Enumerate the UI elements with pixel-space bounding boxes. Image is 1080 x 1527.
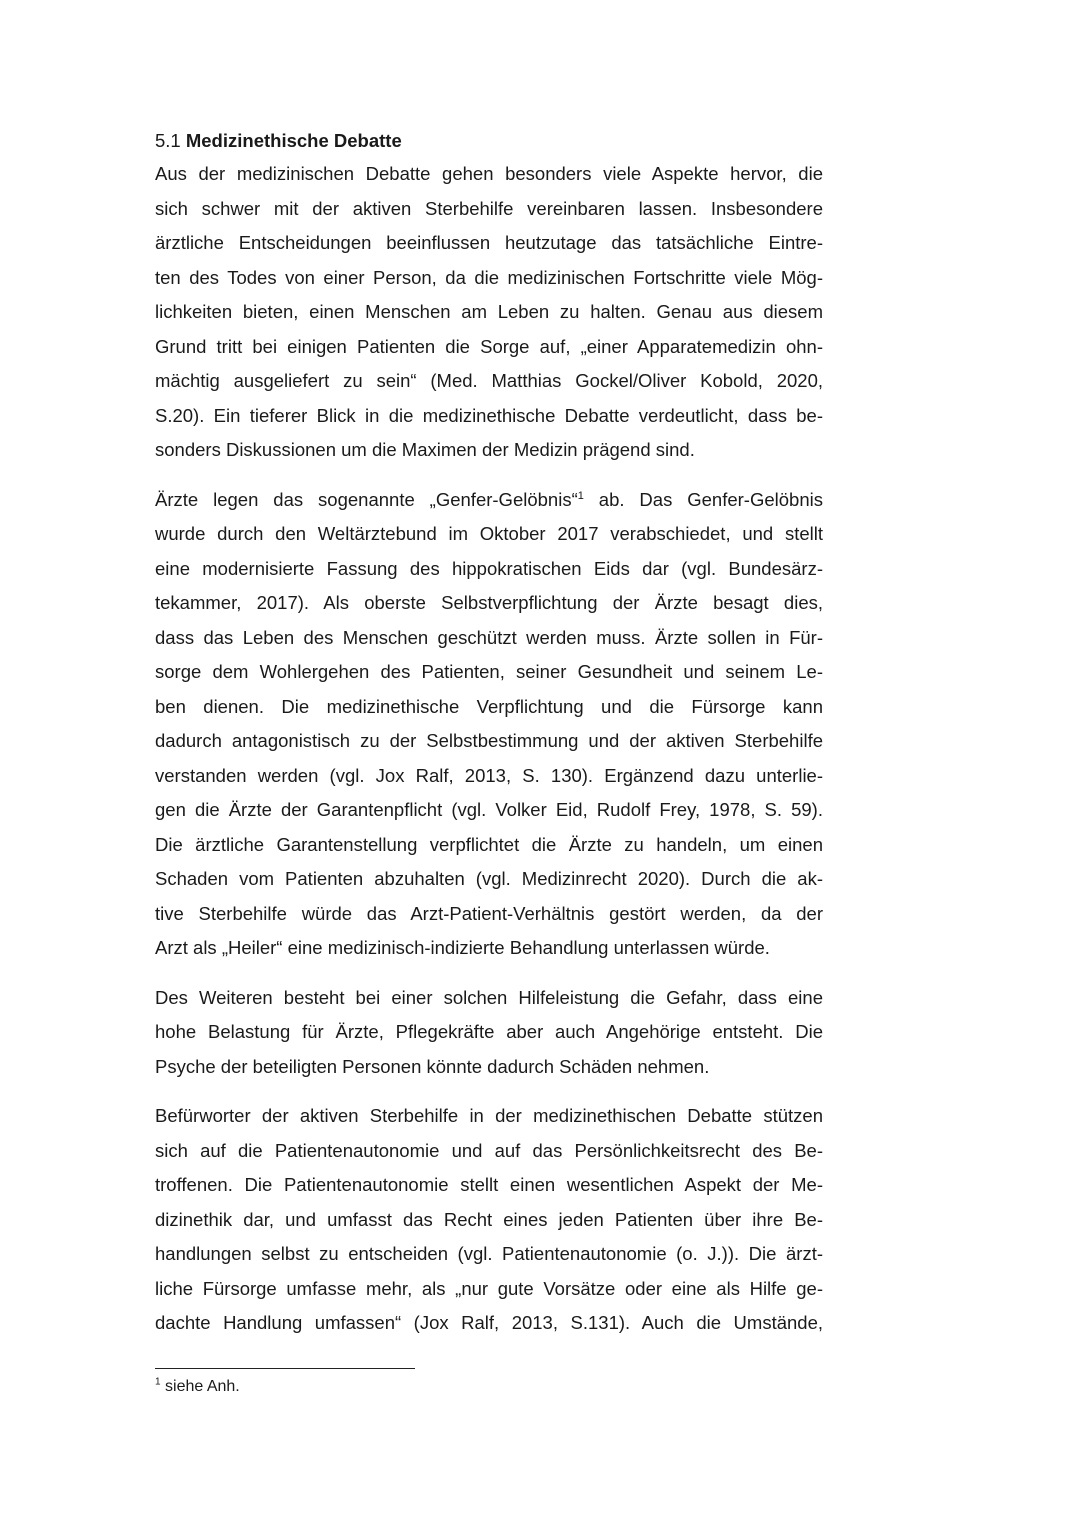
footnote-reference: 1: [577, 489, 584, 502]
text-line: S.20). Ein tieferer Blick in die medizinethische Debatte verdeutlicht, dass be-: [155, 404, 823, 426]
text-line: wurde durch den Weltärztebund im Oktober 2017 verabschiedet, und stellt: [155, 523, 823, 544]
text-line: Des Weiteren besteht bei einer solchen Hilfeleistung die Gefahr, dass eine: [155, 986, 823, 1008]
text-line: Grund tritt bei einigen Patienten die Sorge auf, „einer Apparatemedizin ohn-: [155, 335, 823, 357]
text-line: Arzt als „Heiler“ eine medizinisch-indizierte Behandlung unterlassen würde.: [155, 937, 770, 958]
paragraph-1: [155, 157, 823, 468]
paragraph-3: [155, 981, 823, 1085]
section-title: Medizinethische Debatte: [185, 130, 402, 151]
text-line: lichkeiten bieten, einen Menschen am Leben zu halten. Genau aus diesem: [155, 301, 823, 322]
paragraph-2: [155, 483, 823, 966]
text-line: Schaden vom Patienten abzuhalten (vgl. Medizinrecht 2020). Durch die ak-: [155, 868, 823, 889]
text-line: handlungen selbst zu entscheiden (vgl. Patientenautonomie (o. J.)). Die ärzt-: [155, 1243, 823, 1264]
text-line: mächtig ausgeliefert zu sein“ (Med. Matthias Gockel/Oliver Kobold, 2020,: [155, 370, 823, 391]
text-line: sorge dem Wohlergehen des Patienten, seiner Gesundheit und seinem Le-: [155, 661, 823, 682]
body-text: [155, 157, 823, 1356]
text-line: [155, 483, 823, 518]
text-line: sich schwer mit der aktiven Sterbehilfe vereinbaren lassen. Insbesondere: [155, 197, 823, 219]
text-line: dass das Leben des Menschen geschützt werden muss. Ärzte sollen in Für-: [155, 626, 823, 648]
footnote-separator: [155, 1368, 415, 1369]
text-fragment: ab. Das Genfer-Gelöbnis: [583, 488, 823, 510]
text-line: Befürworter der aktiven Sterbehilfe in der medizinethischen Debatte stützen: [155, 1105, 823, 1126]
text-line: Psyche der beteiligten Personen könnte dadurch Schäden nehmen.: [155, 1055, 710, 1077]
footnote: [155, 1376, 240, 1398]
text-line: tive Sterbehilfe würde das Arzt-Patient-Verhältnis gestört werden, da der: [155, 902, 823, 924]
text-line: dadurch antagonistisch zu der Selbstbestimmung und der aktiven Sterbehilfe: [155, 730, 823, 751]
text-line: dachte Handlung umfassen“ (Jox Ralf, 2013, S.131). Auch die Umstände,: [155, 1312, 823, 1333]
footnote-marker: 1: [155, 1376, 161, 1388]
section-heading: [155, 128, 402, 154]
text-line: dizinethik dar, und umfasst das Recht eines jeden Patienten über ihre Be-: [155, 1208, 823, 1230]
text-line: troffenen. Die Patientenautonomie stellt einen wesentlichen Aspekt der Me-: [155, 1174, 823, 1195]
text-line: ärztliche Entscheidungen beeinflussen heutzutage das tatsächliche Eintre-: [155, 232, 823, 253]
text-line: eine modernisierte Fassung des hippokratischen Eids dar (vgl. Bundesärz-: [155, 557, 823, 579]
text-line: sonders Diskussionen um die Maximen der Medizin prägend sind.: [155, 439, 695, 460]
text-line: ten des Todes von einer Person, da die medizinischen Fortschritte viele Mög-: [155, 266, 823, 288]
text-line: hohe Belastung für Ärzte, Pflegekräfte aber auch Angehörige entsteht. Die: [155, 1021, 823, 1042]
text-line: sich auf die Patientenautonomie und auf das Persönlichkeitsrecht des Be-: [155, 1139, 823, 1161]
text-line: verstanden werden (vgl. Jox Ralf, 2013, S. 130). Ergänzend dazu unterlie-: [155, 764, 823, 786]
text-line: Die ärztliche Garantenstellung verpflichtet die Ärzte zu handeln, um einen: [155, 833, 823, 855]
section-number: 5.1: [155, 130, 181, 151]
text-line: gen die Ärzte der Garantenpflicht (vgl. Volker Eid, Rudolf Frey, 1978, S. 59).: [155, 799, 823, 820]
paragraph-4: [155, 1099, 823, 1341]
text-fragment: Ärzte legen das sogenannte „Genfer-Gelöbnis“: [155, 488, 578, 510]
footnote-text: siehe Anh.: [165, 1378, 240, 1395]
text-line: Aus der medizinischen Debatte gehen besonders viele Aspekte hervor, die: [155, 163, 823, 184]
text-line: liche Fürsorge umfasse mehr, als „nur gute Vorsätze oder eine als Hilfe ge-: [155, 1277, 823, 1299]
text-line: tekammer, 2017). Als oberste Selbstverpflichtung der Ärzte besagt dies,: [155, 592, 823, 613]
text-line: ben dienen. Die medizinethische Verpflichtung und die Fürsorge kann: [155, 695, 823, 717]
